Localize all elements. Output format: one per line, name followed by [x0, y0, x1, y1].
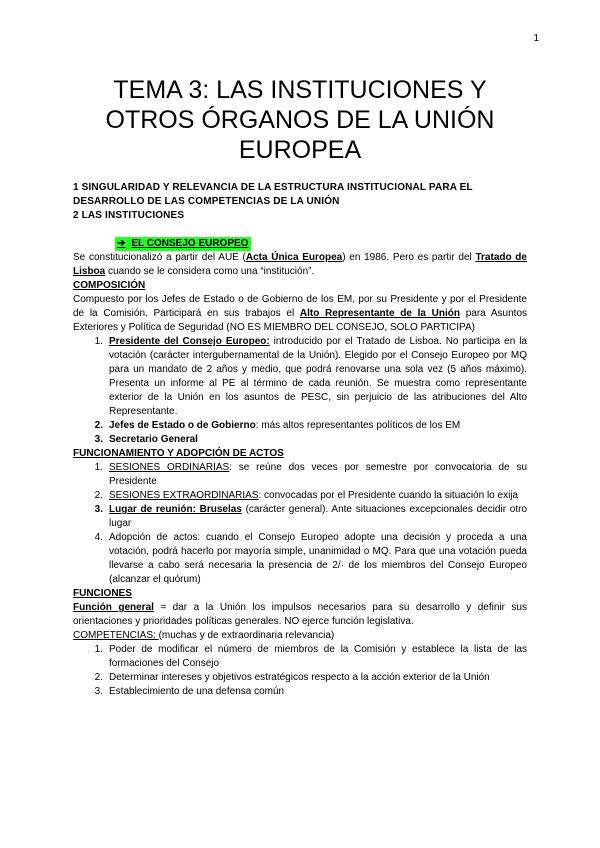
list-item-text: (carácter general). Ante situaciones excepcionales decidir otro lugar: [109, 504, 527, 529]
intro-text: Se constitucionalizó a partir del AUE (: [73, 252, 246, 263]
list-item-text: Determinar intereses y objetivos estratégicos respecto a la acción exterior de la Unión: [109, 672, 490, 683]
competencias-text: (muchas y de extraordinaria relevancia): [158, 630, 335, 641]
intro-paragraph: [73, 251, 527, 279]
list-item: [73, 671, 527, 685]
list-item: [73, 531, 527, 587]
list-item-label: Presidente del Consejo Europeo:: [109, 336, 270, 347]
list-item: [73, 489, 527, 503]
funcion-general-text: = dar a la Unión los impulsos necesarios para su desarrollo y definir sus orientaciones y prioridades políticas generales. NO ejerce función legislativa.: [73, 602, 527, 627]
list-item-text: Poder de modificar el número de miembros de la Comisión y establece la lista de las formaciones del Consejo: [109, 644, 527, 669]
list-item-text: Adopción de actos: cuando el Consejo Europeo adopte una decisión y proceda a una votación, podrá hacerlo por mayoría simple, unanimidad o MQ. Para que una votación pueda llevarse a cabo será necesaria la presencia de 2/· de los miembros del Consejo Europeo (alcanzar el quórum): [109, 532, 527, 585]
list-item: [73, 335, 527, 419]
title-line: OTROS ÓRGANOS DE LA UNIÓN: [105, 106, 495, 134]
list-number: 1.: [94, 462, 103, 473]
list-item-label: SESIONES ORDINARIAS: [109, 462, 230, 473]
list-item-label: SESIONES EXTRAORDINARIAS: [109, 490, 259, 501]
list-number: 2.: [94, 490, 103, 501]
list-item: [73, 643, 527, 671]
list-number: 3.: [94, 504, 103, 515]
list-number: 2.: [94, 420, 103, 431]
list-item-label: Secretario General: [109, 434, 198, 445]
acta-unica-term: Acta Única Europea: [245, 252, 343, 263]
composicion-text: para Asuntos Exteriores y Política de Seguridad (NO ES MIEMBRO DEL CONSEJO, SOLO PARTICIPA): [73, 308, 528, 333]
funcionamiento-heading: FUNCIONAMIENTO Y ADOPCIÓN DE ACTOS: [73, 448, 284, 459]
list-item: [73, 461, 527, 489]
composicion-text: Compuesto por los Jefes de Estado o de Gobierno de los EM, por su Presidente y por el Presidente de la Comisión. Participará en sus trabajos el: [73, 294, 527, 319]
list-item-text: introducido por el Tratado de Lisboa. No participa en la votación (carácter intergubernamental de la Unión). Elegido por el Consejo Europeo por MQ para un mandato de 2 años y medio, que podrá renovarse una sola vez (5 años máximo). Presenta un informe al PE al término de cada reunión. Se muestra como representante exterior de la Unión en los asuntos de PESC, sin perjuicio de las atribuciones del Alto Representante.: [109, 336, 527, 417]
arrow-icon: ➔: [117, 238, 126, 249]
list-item-label: Lugar de reunión: Bruselas: [109, 504, 242, 515]
list-number: 1.: [94, 336, 103, 347]
page-number: 1: [533, 33, 539, 44]
list-number: 3.: [94, 434, 103, 445]
highlight-label: EL CONSEJO EUROPEO: [131, 238, 249, 249]
composicion-heading: COMPOSICIÓN: [73, 280, 146, 291]
document-title: [73, 75, 527, 165]
section-heading: DESARROLLO DE LAS COMPETENCIAS DE LA UNIÓN: [73, 196, 340, 207]
list-number: 4.: [94, 532, 103, 543]
competencias-line: [73, 629, 527, 643]
list-item-text: : más altos representantes políticos de los EM: [255, 420, 461, 431]
tratado-lisboa-term: Tratado de Lisboa: [73, 252, 527, 277]
funciones-heading: FUNCIONES: [73, 588, 132, 599]
list-number: 2.: [94, 672, 103, 683]
funcion-general-label: Función general: [73, 602, 154, 613]
funcionamiento-list: [73, 461, 527, 587]
list-item: [73, 685, 527, 699]
list-number: 3.: [94, 686, 103, 697]
alto-representante-term: Alto Representante de la Unión: [299, 308, 460, 319]
section-heading: 1 SINGULARIDAD Y RELEVANCIA DE LA ESTRUCTURA INSTITUCIONAL PARA EL: [73, 182, 473, 193]
list-number: 1.: [94, 644, 103, 655]
composicion-list: [73, 335, 527, 447]
document-body: [73, 181, 527, 699]
intro-text: ) en 1986. Pero es partir del: [342, 252, 476, 263]
list-item: [73, 503, 527, 531]
intro-text: cuando se le considera como una “institución”.: [105, 266, 315, 277]
competencias-list: [73, 643, 527, 699]
section-heading: 2 LAS INSTITUCIONES: [73, 210, 185, 221]
funcion-general-paragraph: [73, 601, 527, 629]
title-line: TEMA 3: LAS INSTITUCIONES Y: [113, 76, 487, 104]
list-item-text: Establecimiento de una defensa común: [109, 686, 285, 697]
list-item-label: Jefes de Estado o de Gobierno: [109, 420, 256, 431]
list-item: [73, 419, 527, 433]
list-item-text: : convocadas por el Presidente cuando la situación lo exija: [258, 490, 519, 501]
list-item-text: : se reúne dos veces por semestre por convocatoria de su Presidente: [109, 462, 528, 487]
list-item: [73, 433, 527, 447]
highlight-box: [115, 237, 251, 251]
highlighted-heading: [73, 237, 527, 251]
title-line: EUROPEA: [238, 136, 362, 164]
composicion-paragraph: [73, 293, 527, 335]
competencias-label: COMPETENCIAS:: [73, 630, 159, 641]
